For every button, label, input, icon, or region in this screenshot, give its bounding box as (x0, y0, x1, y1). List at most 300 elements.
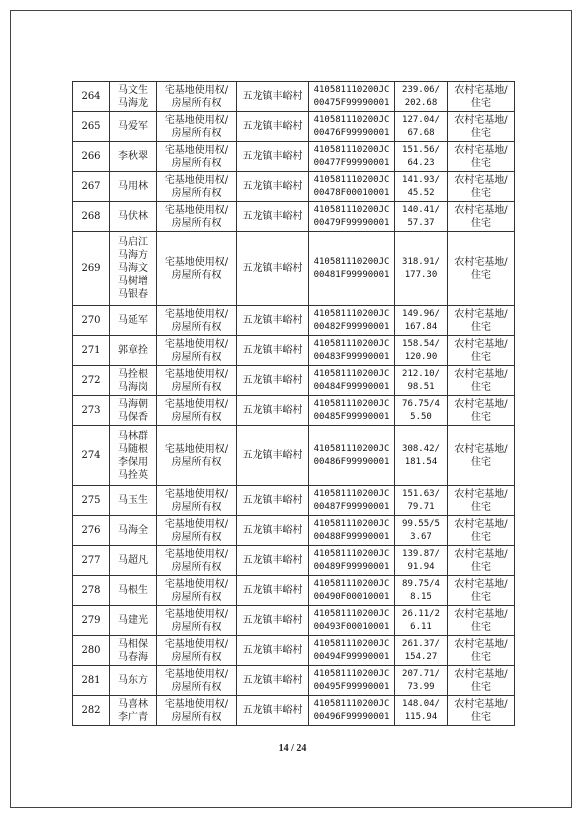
area-line: 149.96/ (402, 308, 440, 319)
land-use-cell (448, 202, 515, 232)
area-line: 5.50 (410, 411, 432, 422)
owner-names-line: 马拴根 (118, 368, 148, 380)
area-line: 239.06/ (402, 84, 440, 95)
unit-code-cell (309, 336, 395, 366)
location-cell: 五龙镇丰峪村 (237, 666, 309, 696)
land-use-line: 农村宅基地/ (454, 398, 508, 410)
unit-code-cell (309, 666, 395, 696)
owner-names-cell (110, 636, 157, 666)
row-number-cell: 272 (73, 366, 110, 396)
unit-code-line: 00486F99990001 (313, 456, 390, 467)
table-row (73, 232, 515, 306)
row-number-cell: 270 (73, 306, 110, 336)
area-line: 98.51 (407, 381, 435, 392)
location-cell: 五龙镇丰峪村 (237, 172, 309, 202)
location-cell: 五龙镇丰峪村 (237, 696, 309, 726)
land-use-line: 住宅 (471, 411, 491, 423)
location-cell: 五龙镇丰峪村 (237, 336, 309, 366)
unit-code-line: 410581110200JC (313, 578, 390, 589)
owner-names-line: 马海文 (118, 263, 148, 274)
land-use-line: 农村宅基地/ (454, 443, 508, 455)
right-type-line: 宅基地使用权/ (164, 204, 229, 216)
right-type-cell (157, 396, 237, 426)
right-type-cell (157, 636, 237, 666)
unit-code-cell (309, 306, 395, 336)
land-use-line: 农村宅基地/ (454, 308, 508, 320)
land-use-line: 农村宅基地/ (454, 698, 508, 710)
right-type-line: 房屋所有权 (171, 591, 222, 603)
area-line: 120.90 (404, 351, 438, 362)
area-line: 154.27 (404, 651, 438, 662)
right-type-cell (157, 112, 237, 142)
unit-code-line: 410581110200JC (313, 608, 390, 619)
unit-code-cell (309, 112, 395, 142)
location-cell: 五龙镇丰峪村 (237, 636, 309, 666)
unit-code-line: 410581110200JC (313, 668, 390, 679)
right-type-line: 房屋所有权 (171, 456, 222, 468)
land-use-line: 住宅 (471, 651, 491, 663)
area-cell (395, 396, 448, 426)
right-type-cell (157, 666, 237, 696)
area-cell (395, 202, 448, 232)
unit-code-line: 410581110200JC (313, 398, 390, 409)
area-cell (395, 576, 448, 606)
area-cell (395, 696, 448, 726)
unit-code-line: 410581110200JC (313, 204, 390, 215)
area-line: 177.30 (404, 269, 438, 280)
owner-names-line: 李广青 (118, 711, 148, 723)
right-type-line: 房屋所有权 (171, 381, 222, 393)
row-number-cell: 278 (73, 576, 110, 606)
unit-code-line: 410581110200JC (313, 443, 390, 454)
unit-code-line: 00494F99990001 (313, 651, 390, 662)
unit-code-line: 410581110200JC (313, 256, 390, 267)
table-row (73, 306, 515, 336)
area-cell (395, 486, 448, 516)
land-use-cell (448, 366, 515, 396)
owner-names-line: 马建光 (118, 615, 148, 626)
land-use-line: 农村宅基地/ (454, 578, 508, 590)
right-type-cell (157, 606, 237, 636)
land-use-cell (448, 666, 515, 696)
right-type-cell (157, 426, 237, 486)
owner-names-cell (110, 396, 157, 426)
location-cell: 五龙镇丰峪村 (237, 306, 309, 336)
area-cell (395, 516, 448, 546)
area-line: 151.63/ (402, 488, 440, 499)
table-row (73, 666, 515, 696)
owner-names-cell (110, 202, 157, 232)
unit-code-line: 00485F99990001 (313, 411, 390, 422)
land-use-line: 住宅 (471, 681, 491, 693)
area-cell (395, 172, 448, 202)
right-type-line: 房屋所有权 (171, 621, 222, 633)
area-line: 318.91/ (402, 256, 440, 267)
right-type-cell (157, 366, 237, 396)
location-cell: 五龙镇丰峪村 (237, 232, 309, 306)
land-use-line: 住宅 (471, 561, 491, 573)
land-use-cell (448, 112, 515, 142)
area-cell (395, 546, 448, 576)
records-table-body (73, 82, 515, 726)
land-use-line: 住宅 (471, 591, 491, 603)
land-use-line: 住宅 (471, 381, 491, 393)
area-cell (395, 666, 448, 696)
row-number-cell: 281 (73, 666, 110, 696)
right-type-line: 宅基地使用权/ (164, 114, 229, 126)
land-use-cell (448, 82, 515, 112)
area-line: 167.84 (404, 321, 438, 332)
area-line: 57.37 (407, 217, 435, 228)
right-type-line: 宅基地使用权/ (164, 338, 229, 350)
owner-names-line: 马银春 (118, 289, 148, 300)
area-line: 202.68 (404, 97, 438, 108)
right-type-line: 房屋所有权 (171, 157, 222, 169)
owner-names-cell (110, 336, 157, 366)
land-use-cell (448, 606, 515, 636)
table-row (73, 336, 515, 366)
area-line: 148.04/ (402, 698, 440, 709)
page-number: 14 / 24 (278, 743, 307, 754)
table-row (73, 516, 515, 546)
owner-names-cell (110, 306, 157, 336)
table-row (73, 426, 515, 486)
area-line: 181.54 (404, 456, 438, 467)
location-cell: 五龙镇丰峪村 (237, 82, 309, 112)
right-type-line: 房屋所有权 (171, 411, 222, 423)
unit-code-line: 00475F99990001 (313, 97, 390, 108)
area-cell (395, 82, 448, 112)
area-line: 6.11 (410, 621, 432, 632)
location-cell: 五龙镇丰峪村 (237, 516, 309, 546)
right-type-line: 房屋所有权 (171, 269, 222, 281)
unit-code-line: 410581110200JC (313, 84, 390, 95)
area-line: 127.04/ (402, 114, 440, 125)
land-use-line: 住宅 (471, 531, 491, 543)
area-line: 73.99 (407, 681, 435, 692)
location-cell: 五龙镇丰峪村 (237, 112, 309, 142)
right-type-cell (157, 546, 237, 576)
land-use-line: 住宅 (471, 351, 491, 363)
location-cell: 五龙镇丰峪村 (237, 546, 309, 576)
unit-code-line: 00477F99990001 (313, 157, 390, 168)
owner-names-line: 马延军 (118, 315, 148, 326)
owner-names-line: 李秋翠 (118, 151, 148, 162)
area-line: 141.93/ (402, 174, 440, 185)
land-use-line: 农村宅基地/ (454, 204, 508, 216)
land-use-cell (448, 172, 515, 202)
right-type-line: 宅基地使用权/ (164, 256, 229, 268)
row-number-cell: 279 (73, 606, 110, 636)
owner-names-line: 马超凡 (118, 555, 148, 566)
right-type-line: 房屋所有权 (171, 501, 222, 513)
land-use-line: 住宅 (471, 711, 491, 723)
area-cell (395, 306, 448, 336)
right-type-line: 宅基地使用权/ (164, 144, 229, 156)
land-use-cell (448, 232, 515, 306)
unit-code-line: 410581110200JC (313, 488, 390, 499)
row-number-cell: 269 (73, 232, 110, 306)
land-use-line: 住宅 (471, 621, 491, 633)
location-cell: 五龙镇丰峪村 (237, 426, 309, 486)
area-line: 115.94 (404, 711, 438, 722)
area-line: 207.71/ (402, 668, 440, 679)
right-type-line: 房屋所有权 (171, 531, 222, 543)
right-type-line: 房屋所有权 (171, 97, 222, 109)
land-use-line: 农村宅基地/ (454, 608, 508, 620)
land-use-cell (448, 306, 515, 336)
land-use-cell (448, 396, 515, 426)
land-use-cell (448, 516, 515, 546)
row-number-cell: 264 (73, 82, 110, 112)
unit-code-cell (309, 636, 395, 666)
right-type-line: 宅基地使用权/ (164, 368, 229, 380)
unit-code-line: 410581110200JC (313, 308, 390, 319)
unit-code-line: 00478F00010001 (313, 187, 390, 198)
owner-names-line: 马相保 (118, 638, 148, 650)
table-row (73, 576, 515, 606)
owner-names-line: 马海岗 (118, 381, 148, 393)
unit-code-line: 410581110200JC (313, 548, 390, 559)
row-number-cell: 266 (73, 142, 110, 172)
row-number-cell: 273 (73, 396, 110, 426)
unit-code-line: 410581110200JC (313, 114, 390, 125)
owner-names-cell (110, 516, 157, 546)
table-row (73, 142, 515, 172)
unit-code-line: 00488F99990001 (313, 531, 390, 542)
right-type-line: 宅基地使用权/ (164, 608, 229, 620)
owner-names-cell (110, 426, 157, 486)
area-line: 89.75/4 (402, 578, 440, 589)
land-use-line: 农村宅基地/ (454, 488, 508, 500)
location-cell: 五龙镇丰峪村 (237, 202, 309, 232)
unit-code-line: 410581110200JC (313, 338, 390, 349)
table-row (73, 636, 515, 666)
area-cell (395, 232, 448, 306)
unit-code-line: 00484F99990001 (313, 381, 390, 392)
right-type-cell (157, 486, 237, 516)
area-cell (395, 112, 448, 142)
right-type-line: 宅基地使用权/ (164, 398, 229, 410)
unit-code-cell (309, 82, 395, 112)
area-cell (395, 336, 448, 366)
owner-names-cell (110, 606, 157, 636)
land-use-cell (448, 336, 515, 366)
unit-code-line: 00483F99990001 (313, 351, 390, 362)
owner-names-line: 马伏林 (118, 211, 148, 222)
area-line: 3.67 (410, 531, 432, 542)
land-use-line: 农村宅基地/ (454, 114, 508, 126)
unit-code-line: 410581110200JC (313, 144, 390, 155)
unit-code-line: 00496F99990001 (313, 711, 390, 722)
row-number-cell: 265 (73, 112, 110, 142)
owner-names-cell (110, 366, 157, 396)
right-type-cell (157, 306, 237, 336)
row-number-cell: 274 (73, 426, 110, 486)
area-line: 151.56/ (402, 144, 440, 155)
unit-code-line: 00479F99990001 (313, 217, 390, 228)
right-type-line: 宅基地使用权/ (164, 668, 229, 680)
right-type-cell (157, 576, 237, 606)
unit-code-line: 410581110200JC (313, 368, 390, 379)
owner-names-line: 马玉生 (118, 495, 148, 506)
location-cell: 五龙镇丰峪村 (237, 142, 309, 172)
owner-names-line: 马春海 (118, 651, 148, 663)
area-line: 79.71 (407, 501, 435, 512)
right-type-line: 宅基地使用权/ (164, 84, 229, 96)
unit-code-cell (309, 202, 395, 232)
land-use-cell (448, 576, 515, 606)
land-use-line: 住宅 (471, 127, 491, 139)
land-use-line: 住宅 (471, 456, 491, 468)
land-use-line: 农村宅基地/ (454, 668, 508, 680)
land-use-cell (448, 486, 515, 516)
table-row (73, 486, 515, 516)
area-line: 158.54/ (402, 338, 440, 349)
land-use-line: 住宅 (471, 187, 491, 199)
owner-names-line: 马林群 (118, 430, 148, 442)
area-line: 308.42/ (402, 443, 440, 454)
owner-names-cell (110, 546, 157, 576)
owner-names-line: 马海朝 (118, 398, 148, 410)
unit-code-cell (309, 486, 395, 516)
unit-code-line: 00481F99990001 (313, 269, 390, 280)
owner-names-line: 马用林 (118, 181, 148, 192)
location-cell: 五龙镇丰峪村 (237, 576, 309, 606)
right-type-cell (157, 172, 237, 202)
land-use-cell (448, 142, 515, 172)
unit-code-cell (309, 546, 395, 576)
owner-names-line: 马保香 (118, 411, 148, 423)
right-type-cell (157, 336, 237, 366)
unit-code-cell (309, 232, 395, 306)
right-type-line: 宅基地使用权/ (164, 638, 229, 650)
unit-code-cell (309, 396, 395, 426)
area-cell (395, 426, 448, 486)
area-line: 8.15 (410, 591, 432, 602)
area-line: 212.10/ (402, 368, 440, 379)
area-line: 64.23 (407, 157, 435, 168)
table-row (73, 546, 515, 576)
owner-names-line: 郭章拴 (118, 345, 148, 356)
table-row (73, 172, 515, 202)
area-line: 45.52 (407, 187, 435, 198)
right-type-line: 宅基地使用权/ (164, 488, 229, 500)
land-use-line: 农村宅基地/ (454, 548, 508, 560)
table-row (73, 396, 515, 426)
row-number-cell: 275 (73, 486, 110, 516)
right-type-line: 房屋所有权 (171, 561, 222, 573)
right-type-line: 宅基地使用权/ (164, 698, 229, 710)
unit-code-line: 00489F99990001 (313, 561, 390, 572)
unit-code-cell (309, 606, 395, 636)
row-number-cell: 276 (73, 516, 110, 546)
land-use-line: 农村宅基地/ (454, 638, 508, 650)
table-row (73, 112, 515, 142)
area-line: 261.37/ (402, 638, 440, 649)
right-type-line: 宅基地使用权/ (164, 578, 229, 590)
right-type-line: 宅基地使用权/ (164, 518, 229, 530)
unit-code-cell (309, 172, 395, 202)
row-number-cell: 267 (73, 172, 110, 202)
right-type-cell (157, 232, 237, 306)
area-line: 26.11/2 (402, 608, 440, 619)
land-use-cell (448, 546, 515, 576)
owner-names-line: 马文生 (118, 84, 148, 96)
right-type-line: 房屋所有权 (171, 651, 222, 663)
area-line: 139.87/ (402, 548, 440, 559)
row-number-cell: 282 (73, 696, 110, 726)
unit-code-cell (309, 142, 395, 172)
location-cell: 五龙镇丰峪村 (237, 486, 309, 516)
owner-names-cell (110, 82, 157, 112)
table-row (73, 366, 515, 396)
land-use-line: 农村宅基地/ (454, 174, 508, 186)
land-use-line: 农村宅基地/ (454, 256, 508, 268)
owner-names-line: 马随根 (118, 443, 148, 455)
land-use-line: 农村宅基地/ (454, 338, 508, 350)
land-use-line: 住宅 (471, 321, 491, 333)
land-use-line: 住宅 (471, 217, 491, 229)
table-row (73, 696, 515, 726)
land-use-line: 住宅 (471, 157, 491, 169)
location-cell: 五龙镇丰峪村 (237, 396, 309, 426)
owner-names-line: 马东方 (118, 675, 148, 686)
unit-code-line: 00493F00010001 (313, 621, 390, 632)
row-number-cell: 277 (73, 546, 110, 576)
table-row (73, 82, 515, 112)
land-use-line: 住宅 (471, 97, 491, 109)
unit-code-cell (309, 366, 395, 396)
right-type-cell (157, 142, 237, 172)
owner-names-line: 马海全 (118, 525, 148, 536)
location-cell: 五龙镇丰峪村 (237, 606, 309, 636)
owner-names-line: 马根生 (118, 585, 148, 596)
area-line: 140.41/ (402, 204, 440, 215)
owner-names-cell (110, 666, 157, 696)
land-use-line: 住宅 (471, 269, 491, 281)
right-type-cell (157, 82, 237, 112)
owner-names-cell (110, 232, 157, 306)
area-line: 67.68 (407, 127, 435, 138)
owner-names-cell (110, 172, 157, 202)
row-number-cell: 271 (73, 336, 110, 366)
area-cell (395, 142, 448, 172)
right-type-line: 房屋所有权 (171, 187, 222, 199)
location-cell: 五龙镇丰峪村 (237, 366, 309, 396)
right-type-cell (157, 696, 237, 726)
unit-code-line: 00490F00010001 (313, 591, 390, 602)
owner-names-line: 马启江 (118, 237, 148, 248)
records-table (72, 81, 515, 726)
owner-names-line: 马喜林 (118, 698, 148, 710)
land-use-line: 住宅 (471, 501, 491, 513)
table-row (73, 606, 515, 636)
right-type-cell (157, 202, 237, 232)
owner-names-cell (110, 576, 157, 606)
right-type-line: 房屋所有权 (171, 127, 222, 139)
owner-names-cell (110, 696, 157, 726)
unit-code-line: 410581110200JC (313, 698, 390, 709)
right-type-cell (157, 516, 237, 546)
owner-names-line: 马海龙 (118, 97, 148, 109)
area-cell (395, 636, 448, 666)
unit-code-line: 410581110200JC (313, 174, 390, 185)
land-use-cell (448, 636, 515, 666)
right-type-line: 房屋所有权 (171, 681, 222, 693)
owner-names-line: 马海方 (118, 250, 148, 261)
unit-code-cell (309, 516, 395, 546)
